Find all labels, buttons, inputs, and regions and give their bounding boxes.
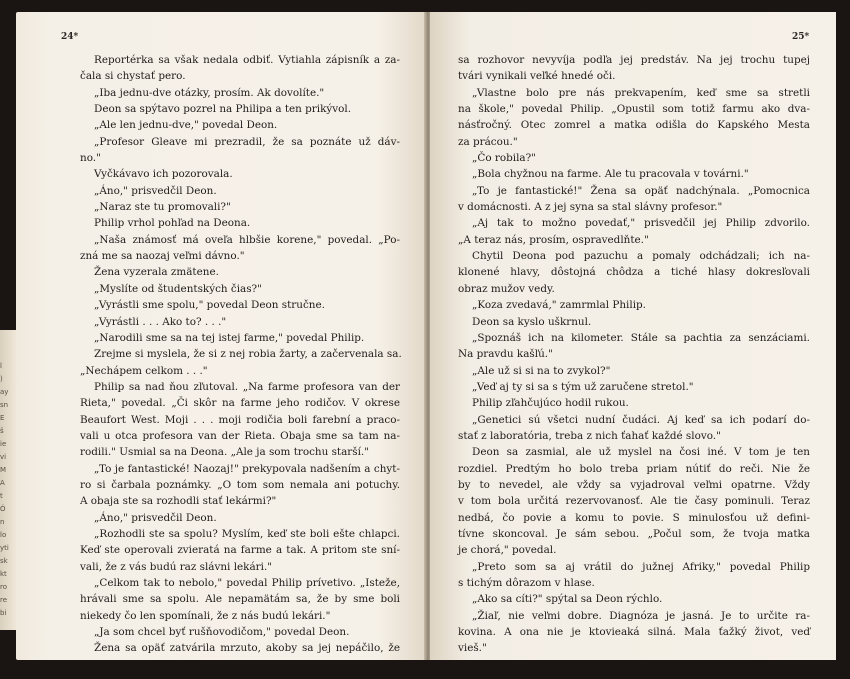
text-line: Žena sa opäť zatvárila mrzuto, akoby sa jej nepáčilo, že: [94, 642, 400, 655]
text-line: Beaufort West. Moji . . . moji rodičia boli farební a praco-: [80, 413, 400, 426]
text-line: „To je fantastické!" Žena sa opäť nadchýnala. „Pomocnica: [472, 184, 810, 197]
text-line: Deon sa kyslo uškrnul.: [472, 315, 592, 328]
text-line: no.": [80, 152, 101, 165]
text-line: „Nechápem celkom . . .": [80, 364, 208, 377]
text-line: „A teraz nás, prosím, ospravedlňte.": [458, 233, 649, 246]
text-line: „Aj tak to možno povedať," prisvedčil jej Philip zdvorilo.: [472, 217, 810, 230]
text-line: „Veď aj ty si sa s tým už zaručene stretol.": [472, 380, 694, 393]
text-line: „Celkom tak to nebolo," povedal Philip prívetivo. „Isteže,: [94, 577, 400, 589]
text-line: v tom bola určitá rezervovanosť. Ale tie časy pominuli. Teraz: [458, 495, 810, 508]
text-line: „Ja som chcel byť rušňovodičom," povedal Deon.: [94, 626, 350, 639]
text-line: Deon sa spýtavo pozrel na Philipa a ten prikývol.: [94, 103, 352, 116]
text-line: „Naraz ste tu promovali?": [94, 201, 231, 214]
text-line: tvári vynikali veľké hnedé oči.: [458, 70, 616, 83]
text-line: tívne skoncoval. Je sám sebou. „Počul som, že tvoja matka: [458, 527, 810, 540]
text-line: rozdiel. Predtým ho bolo treba priam nútiť do reči. Nie že: [458, 462, 810, 475]
text-line: Žena vyzerala zmätene.: [94, 266, 219, 279]
text-line: zná me sa naozaj veľmi dávno.": [80, 250, 245, 263]
text-line: Reportérka sa však nedala odbiť. Vytiahla zápisník a za-: [94, 54, 400, 66]
text-line: nedbá, čo povie a komu to povie. S minulosťou už defini-: [458, 511, 810, 524]
text-line: je chorá," povedal.: [458, 544, 557, 557]
text-line: „Spoznáš ich na kilometer. Stále sa pachtia za senzáciami.: [472, 331, 810, 344]
text-line: vali u otca profesora van der Rieta. Obaja sme sa tam na-: [80, 429, 400, 442]
text-line: Keď ste operovali zvieratá na farme a tak. A pritom ste sní-: [80, 544, 400, 557]
text-line: „Áno," prisvedčil Deon.: [94, 511, 217, 524]
adjacent-page-bleed-text: l ) ay sn E š ie vi M A t Ó n lo yti sk kt ro re bi: [0, 362, 9, 617]
right-page-number: 25*: [792, 32, 810, 42]
text-line: by to nevedel, ale vždy sa vyjadroval veľmi opatrne. Vždy: [458, 478, 810, 491]
text-line: niekedy čo len spomínali, že z nás budú lekári.": [80, 609, 331, 622]
text-line: obraz mužov vedy.: [458, 282, 555, 295]
text-line: Zrejme si myslela, že si z nej robia žarty, a začervenala sa.: [94, 348, 402, 361]
text-line: „Vlastne bolo pre nás prekvapením, keď sme sa stretli: [472, 86, 810, 99]
text-line: „Narodili sme sa na tej istej farme," povedal Philip.: [94, 331, 365, 344]
left-page-text: [80, 52, 400, 657]
text-line: ro si čarbala poznámky. „O tom som nemala ani potuchy.: [80, 478, 400, 491]
text-line: s tichým dôrazom v hlase.: [458, 577, 595, 589]
text-line: vieš.": [458, 642, 487, 655]
text-line: vali, že z vás budú raz slávni lekári.": [80, 560, 273, 573]
text-line: Philip zľahčujúco hodil rukou.: [472, 397, 629, 410]
text-line: „Naša známosť má oveľa hlbšie korene," povedal. „Po-: [94, 233, 400, 246]
text-line: „Koza zvedavá," zamrmlal Philip.: [472, 299, 646, 312]
text-line: „Genetici sú všetci nudní čudáci. Aj keď sa ich podarí do-: [472, 413, 810, 426]
text-line: čala si chystať pero.: [80, 70, 186, 83]
text-line: Chytil Deona pod pazuchu a pomaly odchádzali; ich na-: [472, 250, 810, 263]
text-line: hrávali sme sa spolu. Ale nepamätám sa, že by sme boli: [80, 593, 400, 606]
text-line: na škole," povedal Philip. „Opustil som totiž farmu ako dva-: [458, 103, 810, 116]
text-line: klonené hlavy, dôstojná chôdza a tiché hlasy dokresľovali: [458, 266, 810, 279]
text-line: A obaja ste sa rozhodli stať lekármi?": [80, 495, 277, 508]
text-line: sa rozhovor nevyvíja podľa jej predstáv. Na jej trochu tupej: [458, 54, 810, 66]
text-line: v domácnosti. A z jej syna sa stal slávny profesor.": [458, 201, 723, 214]
text-line: Vyčkávavo ich pozorovala.: [94, 168, 233, 181]
text-line: „Vyrástli . . . Ako to? . . .": [94, 315, 227, 328]
text-line: „Áno," prisvedčil Deon.: [94, 184, 217, 197]
text-line: „To je fantastické! Naozaj!" prekypovala nadšením a chyt-: [94, 462, 400, 475]
text-line: Na pravdu kašľú.": [458, 348, 553, 361]
text-line: „Žiaľ, nie veľmi dobre. Diagnóza je jasná. Je to určite ra-: [472, 609, 810, 622]
text-line: „Rozhodli ste sa spolu? Myslím, keď ste boli ešte chlapci.: [94, 527, 400, 540]
text-line: „Vyrástli sme spolu," povedal Deon stručne.: [94, 299, 325, 312]
text-line: „Bola chyžnou na farme. Ale tu pracovala v továrni.": [472, 168, 749, 181]
text-line: „Profesor Gleave mi prezradil, že sa poznáte už dáv-: [94, 135, 400, 148]
text-line: „Ale už si si na to zvykol?": [472, 364, 611, 377]
text-line: „Ale len jednu-dve," povedal Deon.: [94, 119, 278, 132]
text-line: kovina. A ona nie je ktovieaká silná. Mala ťažký život, veď: [458, 626, 810, 639]
text-line: „Myslíte od študentských čias?": [94, 282, 262, 295]
text-line: rodili." Usmial sa na Deona. „Ale ja som trochu starší.": [80, 446, 369, 459]
right-page-text: [458, 52, 810, 657]
text-line: stať z laboratória, treba z nich ťahať každé slovo.": [458, 429, 721, 442]
text-line: „Preto som sa aj vrátil do južnej Afriky," povedal Philip: [472, 560, 810, 573]
text-line: Rieta," povedal. „Či skôr na farme jeho rodičov. V okrese: [80, 397, 400, 410]
text-line: Philip sa nad ňou zľutoval. „Na farme profesora van der: [94, 380, 400, 393]
text-line: „Čo robila?": [472, 152, 536, 165]
text-line: „Ako sa cíti?" spýtal sa Deon rýchlo.: [472, 593, 663, 606]
text-line: za prácou.": [458, 135, 518, 148]
text-line: násťročný. Otec zomrel a matka odišla do Kapského Mesta: [458, 119, 810, 132]
text-line: „Iba jednu-dve otázky, prosím. Ak dovolíte.": [94, 86, 325, 99]
text-line: Philip vrhol pohľad na Deona.: [94, 217, 251, 230]
left-page-number: 24*: [61, 32, 79, 42]
text-line: Deon sa zasmial, ale už myslel na čosi iné. V tom je ten: [472, 446, 810, 459]
